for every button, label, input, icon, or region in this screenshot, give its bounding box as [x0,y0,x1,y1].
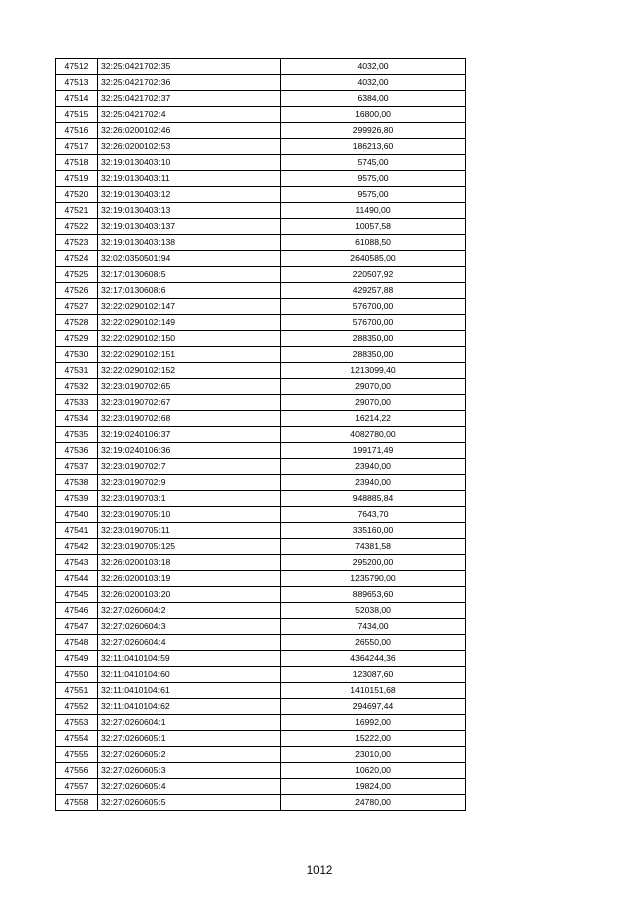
cadastral-number-cell: 32:17:0130608:5 [98,267,281,283]
table-row [56,491,466,507]
row-number-cell: 47528 [56,315,98,331]
row-number-cell: 47544 [56,571,98,587]
cadastral-number-cell: 32:19:0130403:10 [98,155,281,171]
cadastral-value-cell: 429257,88 [281,283,466,299]
cadastral-number-cell: 32:26:0200102:46 [98,123,281,139]
cadastral-value-cell: 23010,00 [281,747,466,763]
table-row [56,667,466,683]
table-row [56,523,466,539]
cadastral-number-cell: 32:23:0190702:68 [98,411,281,427]
cadastral-number-cell: 32:23:0190702:7 [98,459,281,475]
cadastral-value-cell: 16214,22 [281,411,466,427]
cadastral-number-cell: 32:25:0421702:35 [98,59,281,75]
row-number-cell: 47516 [56,123,98,139]
cadastral-number-cell: 32:02:0350501:94 [98,251,281,267]
cadastral-value-cell: 335160,00 [281,523,466,539]
table-row [56,347,466,363]
cadastral-number-cell: 32:22:0290102:151 [98,347,281,363]
table-row [56,459,466,475]
table-row [56,571,466,587]
cadastral-value-cell: 1235790,00 [281,571,466,587]
table-row [56,683,466,699]
cadastral-value-cell: 294697,44 [281,699,466,715]
cadastral-number-cell: 32:23:0190705:125 [98,539,281,555]
table-row [56,395,466,411]
table-row [56,731,466,747]
cadastral-number-cell: 32:11:0410104:61 [98,683,281,699]
cadastral-value-cell: 9575,00 [281,187,466,203]
cadastral-value-cell: 186213,60 [281,139,466,155]
row-number-cell: 47542 [56,539,98,555]
cadastral-number-cell: 32:23:0190705:10 [98,507,281,523]
cadastral-value-cell: 6384,00 [281,91,466,107]
cadastral-number-cell: 32:26:0200103:20 [98,587,281,603]
row-number-cell: 47538 [56,475,98,491]
row-number-cell: 47543 [56,555,98,571]
cadastral-value-cell: 220507,92 [281,267,466,283]
cadastral-value-cell: 4364244,36 [281,651,466,667]
cadastral-value-cell: 7434,00 [281,619,466,635]
row-number-cell: 47550 [56,667,98,683]
table-row [56,107,466,123]
cadastral-number-cell: 32:19:0240106:37 [98,427,281,443]
row-number-cell: 47535 [56,427,98,443]
table-row [56,363,466,379]
table-row [56,763,466,779]
cadastral-value-cell: 4032,00 [281,75,466,91]
cadastral-number-cell: 32:25:0421702:36 [98,75,281,91]
cadastral-number-cell: 32:27:0260605:1 [98,731,281,747]
table-row [56,779,466,795]
cadastral-value-cell: 889653,60 [281,587,466,603]
cadastral-number-cell: 32:19:0130403:11 [98,171,281,187]
row-number-cell: 47532 [56,379,98,395]
cadastral-value-cell: 4082780,00 [281,427,466,443]
table-row [56,139,466,155]
cadastral-number-cell: 32:11:0410104:62 [98,699,281,715]
table-row [56,747,466,763]
table-row [56,699,466,715]
cadastral-value-cell: 24780,00 [281,795,466,811]
cadastral-value-cell: 948885,84 [281,491,466,507]
row-number-cell: 47552 [56,699,98,715]
row-number-cell: 47537 [56,459,98,475]
cadastral-number-cell: 32:27:0260604:2 [98,603,281,619]
row-number-cell: 47547 [56,619,98,635]
cadastral-number-cell: 32:19:0240106:36 [98,443,281,459]
cadastral-value-cell: 576700,00 [281,315,466,331]
row-number-cell: 47512 [56,59,98,75]
row-number-cell: 47513 [56,75,98,91]
row-number-cell: 47536 [56,443,98,459]
table-row [56,331,466,347]
cadastral-number-cell: 32:22:0290102:150 [98,331,281,347]
table-row [56,123,466,139]
row-number-cell: 47530 [56,347,98,363]
table-row [56,267,466,283]
row-number-cell: 47520 [56,187,98,203]
table-row [56,411,466,427]
table-row [56,203,466,219]
table-row [56,219,466,235]
row-number-cell: 47523 [56,235,98,251]
row-number-cell: 47525 [56,267,98,283]
cadastral-value-cell: 11490,00 [281,203,466,219]
cadastral-number-cell: 32:27:0260604:1 [98,715,281,731]
table-row [56,715,466,731]
table-row [56,91,466,107]
cadastral-value-cell: 5745,00 [281,155,466,171]
cadastral-number-cell: 32:22:0290102:152 [98,363,281,379]
row-number-cell: 47531 [56,363,98,379]
row-number-cell: 47529 [56,331,98,347]
table-row [56,635,466,651]
cadastral-number-cell: 32:19:0130403:13 [98,203,281,219]
cadastral-number-cell: 32:25:0421702:37 [98,91,281,107]
cadastral-number-cell: 32:25:0421702:4 [98,107,281,123]
row-number-cell: 47534 [56,411,98,427]
cadastral-value-cell: 9575,00 [281,171,466,187]
row-number-cell: 47524 [56,251,98,267]
cadastral-number-cell: 32:11:0410104:60 [98,667,281,683]
table-row [56,315,466,331]
table-row [56,235,466,251]
cadastral-value-cell: 1410151,68 [281,683,466,699]
table-row [56,379,466,395]
table-row [56,283,466,299]
cadastral-number-cell: 32:11:0410104:59 [98,651,281,667]
row-number-cell: 47526 [56,283,98,299]
cadastral-number-cell: 32:22:0290102:147 [98,299,281,315]
cadastral-value-cell: 26550,00 [281,635,466,651]
row-number-cell: 47533 [56,395,98,411]
row-number-cell: 47557 [56,779,98,795]
table-row [56,587,466,603]
cadastral-value-cell: 16992,00 [281,715,466,731]
table-row [56,299,466,315]
table-row [56,187,466,203]
cadastral-number-cell: 32:23:0190702:9 [98,475,281,491]
cadastral-number-cell: 32:27:0260604:4 [98,635,281,651]
cadastral-value-cell: 295200,00 [281,555,466,571]
cadastral-value-cell: 74381,58 [281,539,466,555]
cadastral-number-cell: 32:19:0130403:138 [98,235,281,251]
table-row [56,795,466,811]
table-row [56,171,466,187]
cadastral-value-cell: 23940,00 [281,459,466,475]
row-number-cell: 47519 [56,171,98,187]
table-row [56,651,466,667]
cadastral-value-cell: 123087,60 [281,667,466,683]
row-number-cell: 47541 [56,523,98,539]
row-number-cell: 47540 [56,507,98,523]
cadastral-number-cell: 32:27:0260605:5 [98,795,281,811]
cadastral-value-table [55,58,466,811]
row-number-cell: 47539 [56,491,98,507]
cadastral-value-cell: 288350,00 [281,347,466,363]
row-number-cell: 47522 [56,219,98,235]
table-row [56,427,466,443]
row-number-cell: 47517 [56,139,98,155]
row-number-cell: 47514 [56,91,98,107]
cadastral-number-cell: 32:27:0260605:3 [98,763,281,779]
cadastral-value-cell: 23940,00 [281,475,466,491]
cadastral-number-cell: 32:17:0130608:6 [98,283,281,299]
table-row [56,59,466,75]
table-row [56,443,466,459]
cadastral-number-cell: 32:26:0200102:53 [98,139,281,155]
table-row [56,251,466,267]
cadastral-value-cell: 2640585,00 [281,251,466,267]
cadastral-value-cell: 7643,70 [281,507,466,523]
cadastral-value-cell: 61088,50 [281,235,466,251]
cadastral-number-cell: 32:23:0190702:67 [98,395,281,411]
cadastral-value-cell: 10057,58 [281,219,466,235]
page-number: 1012 [306,865,333,877]
cadastral-number-cell: 32:26:0200103:19 [98,571,281,587]
cadastral-number-cell: 32:23:0190703:1 [98,491,281,507]
cadastral-value-cell: 576700,00 [281,299,466,315]
row-number-cell: 47553 [56,715,98,731]
row-number-cell: 47515 [56,107,98,123]
cadastral-value-cell: 15222,00 [281,731,466,747]
row-number-cell: 47551 [56,683,98,699]
cadastral-number-cell: 32:23:0190702:65 [98,379,281,395]
row-number-cell: 47545 [56,587,98,603]
cadastral-value-cell: 29070,00 [281,379,466,395]
row-number-cell: 47554 [56,731,98,747]
cadastral-number-cell: 32:27:0260605:2 [98,747,281,763]
table-row [56,507,466,523]
row-number-cell: 47527 [56,299,98,315]
cadastral-number-cell: 32:27:0260605:4 [98,779,281,795]
cadastral-number-cell: 32:19:0130403:12 [98,187,281,203]
row-number-cell: 47558 [56,795,98,811]
table-row [56,539,466,555]
cadastral-value-cell: 10620,00 [281,763,466,779]
row-number-cell: 47521 [56,203,98,219]
table-row [56,619,466,635]
cadastral-number-cell: 32:22:0290102:149 [98,315,281,331]
table-row [56,155,466,171]
cadastral-value-cell: 29070,00 [281,395,466,411]
cadastral-value-cell: 299926,80 [281,123,466,139]
row-number-cell: 47546 [56,603,98,619]
cadastral-value-cell: 4032,00 [281,59,466,75]
table-row [56,603,466,619]
cadastral-number-cell: 32:23:0190705:11 [98,523,281,539]
row-number-cell: 47549 [56,651,98,667]
row-number-cell: 47548 [56,635,98,651]
table-row [56,475,466,491]
cadastral-value-cell: 19824,00 [281,779,466,795]
cadastral-number-cell: 32:26:0200103:18 [98,555,281,571]
cadastral-value-cell: 199171,49 [281,443,466,459]
cadastral-value-cell: 1213099,40 [281,363,466,379]
cadastral-value-cell: 288350,00 [281,331,466,347]
row-number-cell: 47555 [56,747,98,763]
cadastral-number-cell: 32:19:0130403:137 [98,219,281,235]
row-number-cell: 47518 [56,155,98,171]
table-row [56,75,466,91]
cadastral-value-cell: 52038,00 [281,603,466,619]
cadastral-value-cell: 16800,00 [281,107,466,123]
table-body [56,59,466,811]
cadastral-number-cell: 32:27:0260604:3 [98,619,281,635]
row-number-cell: 47556 [56,763,98,779]
table-row [56,555,466,571]
